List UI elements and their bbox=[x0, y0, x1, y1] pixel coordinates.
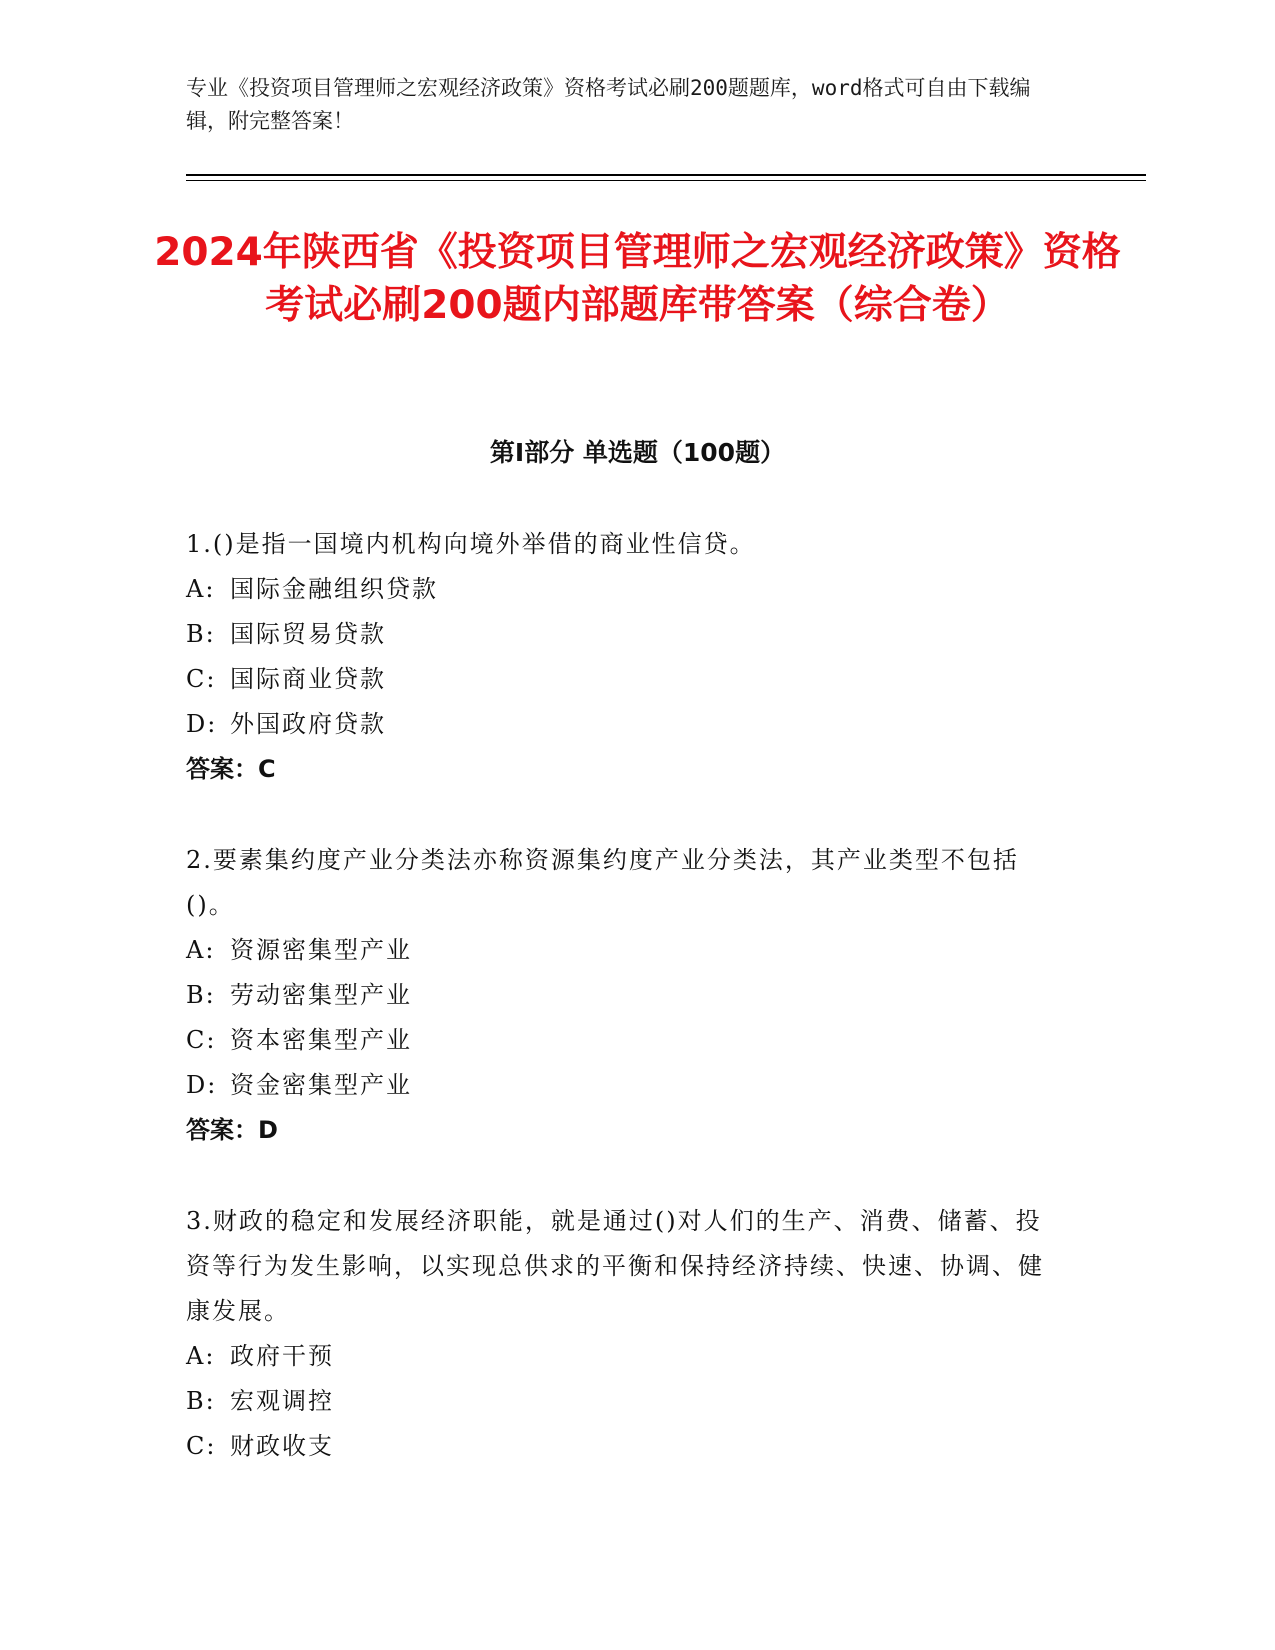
option-text: 外国政府贷款 bbox=[230, 710, 386, 738]
option-c bbox=[186, 657, 1066, 702]
option-letter: D: bbox=[186, 710, 218, 738]
option-c bbox=[186, 1018, 1066, 1063]
document-title: 2024年陕西省《投资项目管理师之宏观经济政策》资格考试必刷200题内部题库带答案（综合卷） bbox=[154, 230, 1121, 328]
option-letter: B: bbox=[186, 620, 216, 648]
question-list bbox=[186, 522, 1066, 1515]
question-stem: 3.财政的稳定和发展经济职能，就是通过()对人们的生产、消费、储蓄、投资等行为发生影响，以实现总供求的平衡和保持经济持续、快速、协调、健康发展。 bbox=[186, 1207, 1044, 1325]
option-text: 国际商业贷款 bbox=[230, 665, 386, 693]
section-heading: 第I部分 单选题（100题） bbox=[489, 438, 786, 467]
answer: 答案：C bbox=[186, 755, 276, 783]
question-stem: 2.要素集约度产业分类法亦称资源集约度产业分类法，其产业类型不包括()。 bbox=[186, 846, 1019, 919]
option-text: 资金密集型产业 bbox=[230, 1071, 412, 1099]
option-letter: C: bbox=[186, 1432, 217, 1460]
option-text: 政府干预 bbox=[230, 1342, 334, 1370]
option-letter: A: bbox=[186, 1342, 216, 1370]
header-rule-thick bbox=[186, 174, 1146, 176]
option-text: 劳动密集型产业 bbox=[230, 981, 412, 1009]
option-b bbox=[186, 1379, 1066, 1424]
header-note: 专业《投资项目管理师之宏观经济政策》资格考试必刷200题题库，word格式可自由下载编辑，附完整答案！ bbox=[186, 76, 1031, 133]
question-3 bbox=[186, 1199, 1066, 1469]
option-letter: A: bbox=[186, 936, 216, 964]
option-text: 国际金融组织贷款 bbox=[230, 575, 438, 603]
option-text: 财政收支 bbox=[230, 1432, 334, 1460]
option-letter: B: bbox=[186, 1387, 216, 1415]
option-d bbox=[186, 1063, 1066, 1108]
answer: 答案：D bbox=[186, 1116, 278, 1144]
option-c bbox=[186, 1424, 1066, 1469]
option-b bbox=[186, 612, 1066, 657]
option-a bbox=[186, 928, 1066, 973]
option-letter: C: bbox=[186, 665, 217, 693]
option-letter: A: bbox=[186, 575, 216, 603]
option-a bbox=[186, 1334, 1066, 1379]
option-letter: C: bbox=[186, 1026, 217, 1054]
option-text: 宏观调控 bbox=[230, 1387, 334, 1415]
question-2 bbox=[186, 838, 1066, 1153]
option-a bbox=[186, 567, 1066, 612]
header-rule-thin bbox=[186, 180, 1146, 181]
option-d bbox=[186, 702, 1066, 747]
option-text: 资本密集型产业 bbox=[230, 1026, 412, 1054]
question-stem: 1.()是指一国境内机构向境外举借的商业性信贷。 bbox=[186, 530, 756, 558]
option-text: 资源密集型产业 bbox=[230, 936, 412, 964]
option-letter: B: bbox=[186, 981, 216, 1009]
option-letter: D: bbox=[186, 1071, 218, 1099]
question-1 bbox=[186, 522, 1066, 792]
option-b bbox=[186, 973, 1066, 1018]
option-text: 国际贸易贷款 bbox=[230, 620, 386, 648]
